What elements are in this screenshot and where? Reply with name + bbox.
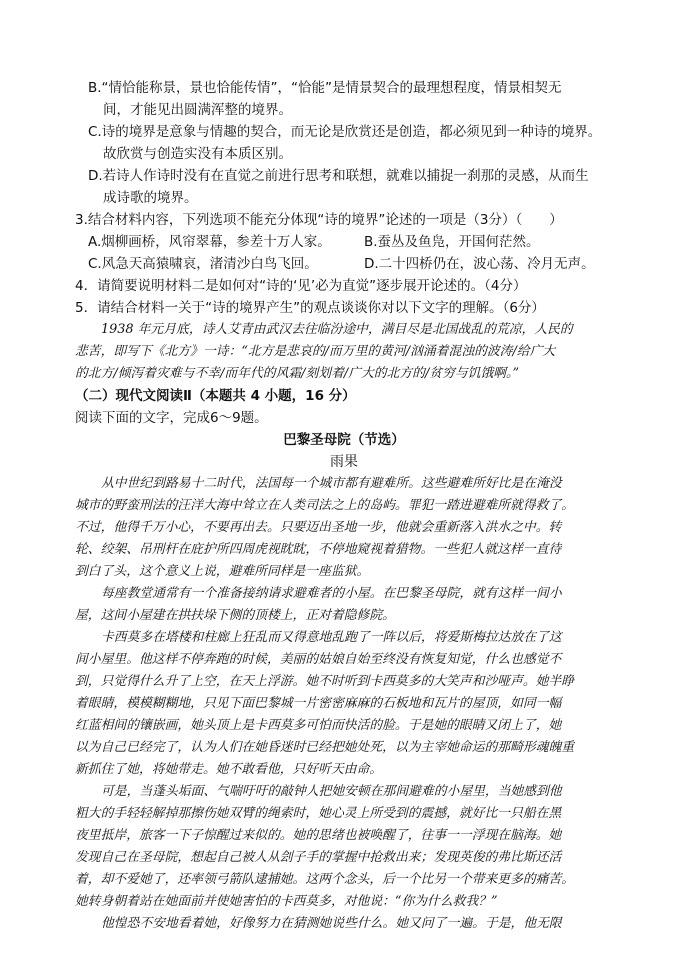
question-3-option-b: B.蚕丛及鱼凫，开国何茫然。	[364, 234, 540, 250]
question-4: 4．请简要说明材料二是如何对“诗的‘见’必为直觉”逐步展开论述的。（4分）	[75, 278, 527, 294]
option-c-line2: 故欣赏与创造实没有本质区别。	[103, 146, 292, 162]
passage-line: 城市的野蛮刑法的汪洋大海中耸立在人类司法之上的岛屿。罪犯一踏进避难所就得救了。	[75, 498, 575, 513]
passage-line: 可是，当蓬头垢面、气喘吁吁的敲钟人把她安顿在那间避难的小屋里，当她感到他	[101, 784, 562, 799]
question-3-option-d: D.二十四桥仍在，波心荡、冷月无声。	[364, 256, 595, 272]
question-3-option-a: A.烟柳画桥，风帘翠幕，参差十万人家。	[88, 234, 331, 250]
passage-line: 夜里抵岸，旅客一下子惊醒过来似的。她的思绪也被唤醒了，往事一一浮现在脑海。她	[75, 828, 562, 843]
passage-line: 不过，他得千万小心，不要再出去。只要迈出圣地一步，他就会重新落入洪水之中。转	[75, 520, 562, 535]
passage-line: 每座教堂通常有一个准备接纳请求避难者的小屋。在巴黎圣母院，就有这样一间小	[101, 586, 562, 601]
passage-line: 发现自己在圣母院，想起自己被人从刽子手的掌握中抢救出来；发现英俊的弗比斯还活	[75, 850, 562, 865]
passage-line: 轮、绞架、吊刑杆在庇护所四周虎视眈眈，不停地窥视着猎物。一些犯人就这样一直待	[75, 542, 562, 557]
section-instruction: 阅读下面的文字，完成6～9题。	[75, 410, 268, 426]
passage-line: 从中世纪到路易十二时代，法国每一个城市都有避难所。这些避难所好比是在淹没	[101, 476, 562, 491]
question-5-quote-line1: 1938 年元月底，诗人艾青由武汉去往临汾途中，满目尽是北国战乱的荒凉，人民的	[101, 322, 573, 337]
question-5-stem: 5．请结合材料一关于“诗的境界产生”的观点谈谈你对以下文字的理解。（6分）	[75, 300, 545, 316]
option-b-line1: B.“情恰能称景，景也恰能传情”，“恰能”是情景契合的最理想程度，情景相契无	[88, 80, 562, 96]
passage-line: 她转身朝着站在她面前并使她害怕的卡西莫多，对他说：“你为什么救我？”	[75, 894, 498, 909]
passage-line: 新抓住了她，将她带走。她不敢看他，只好听天由命。	[75, 762, 383, 777]
passage-line: 着，却不爱她了，还率领弓箭队逮捕她。这两个念头，后一个比另一个带来更多的痛苦。	[75, 872, 575, 887]
question-5-quote-line2: 悲苦，即写下《北方》一诗：“北方是悲哀的/而万里的黄河/汹涌着混浊的波涛/给广大	[75, 344, 556, 359]
passage-line: 着眼睛，模模糊糊地，只见下面巴黎城一片密密麻麻的石板地和瓦片的屋顶，如同一幅	[75, 696, 562, 711]
question-3-option-c: C.风急天高猿啸哀，渚清沙白鸟飞回。	[88, 256, 318, 272]
question-3-stem: 3.结合材料内容，下列选项不能充分体现“诗的境界”论述的一项是（3分）（ ）	[75, 212, 563, 228]
passage-line: 到白了头，这个意义上说，避难所同样是一座监狱。	[75, 564, 370, 579]
option-d-line1: D.若诗人作诗时没有在直觉之前进行思考和联想，就难以捕捉一刹那的灵感，从而生	[88, 168, 589, 184]
passage-line: 红蓝相间的镶嵌画，她头顶上是卡西莫多可怕而快活的脸。于是她的眼睛又闭上了，她	[75, 718, 562, 733]
question-5-quote-line3: 的北方/倾泻着灾难与不幸/而年代的风霜/刻划着/广大的北方的/贫穷与饥饿啊。”	[75, 366, 519, 381]
passage-line: 卡西莫多在塔楼和柱廊上狂乱而又得意地乱跑了一阵以后，将爱斯梅拉达放在了这	[101, 630, 562, 645]
passage-author: 雨果	[330, 454, 358, 470]
option-b-line2: 间，才能见出圆满浑整的境界。	[103, 102, 292, 118]
passage-line: 以为自己已经完了，认为人们在她昏迷时已经把她处死，以为主宰她命运的那畸形魂魄重	[75, 740, 575, 755]
passage-line: 粗大的手轻轻解掉那擦伤她双臂的绳索时，她心灵上所受到的震撼，就好比一只船在黑	[75, 806, 562, 821]
section-heading: （二）现代文阅读Ⅱ（本题共 4 小题，16 分）	[75, 388, 356, 404]
passage-line: 到，只觉得什么升了上空，在天上浮游。她不时听到卡西莫多的大笑声和沙哑声。她半睁	[75, 674, 575, 689]
passage-title: 巴黎圣母院（节选）	[283, 432, 405, 448]
option-d-line2: 成诗歌的境界。	[103, 190, 198, 206]
passage-line: 他惶恐不安地看着她，好像努力在猜测她说些什么。她又问了一遍。于是，他无限	[101, 916, 562, 931]
option-c-line1: C.诗的境界是意象与情趣的契合，而无论是欣赏还是创造，都必须见到一种诗的境界。	[88, 124, 602, 140]
passage-line: 间小屋里。他这样不停奔跑的时候，美丽的姑娘自始至终没有恢复知觉，什么也感觉不	[75, 652, 562, 667]
passage-line: 屋，这间小屋建在拱扶垛下侧的顶楼上，正对着隐修院。	[75, 608, 395, 623]
